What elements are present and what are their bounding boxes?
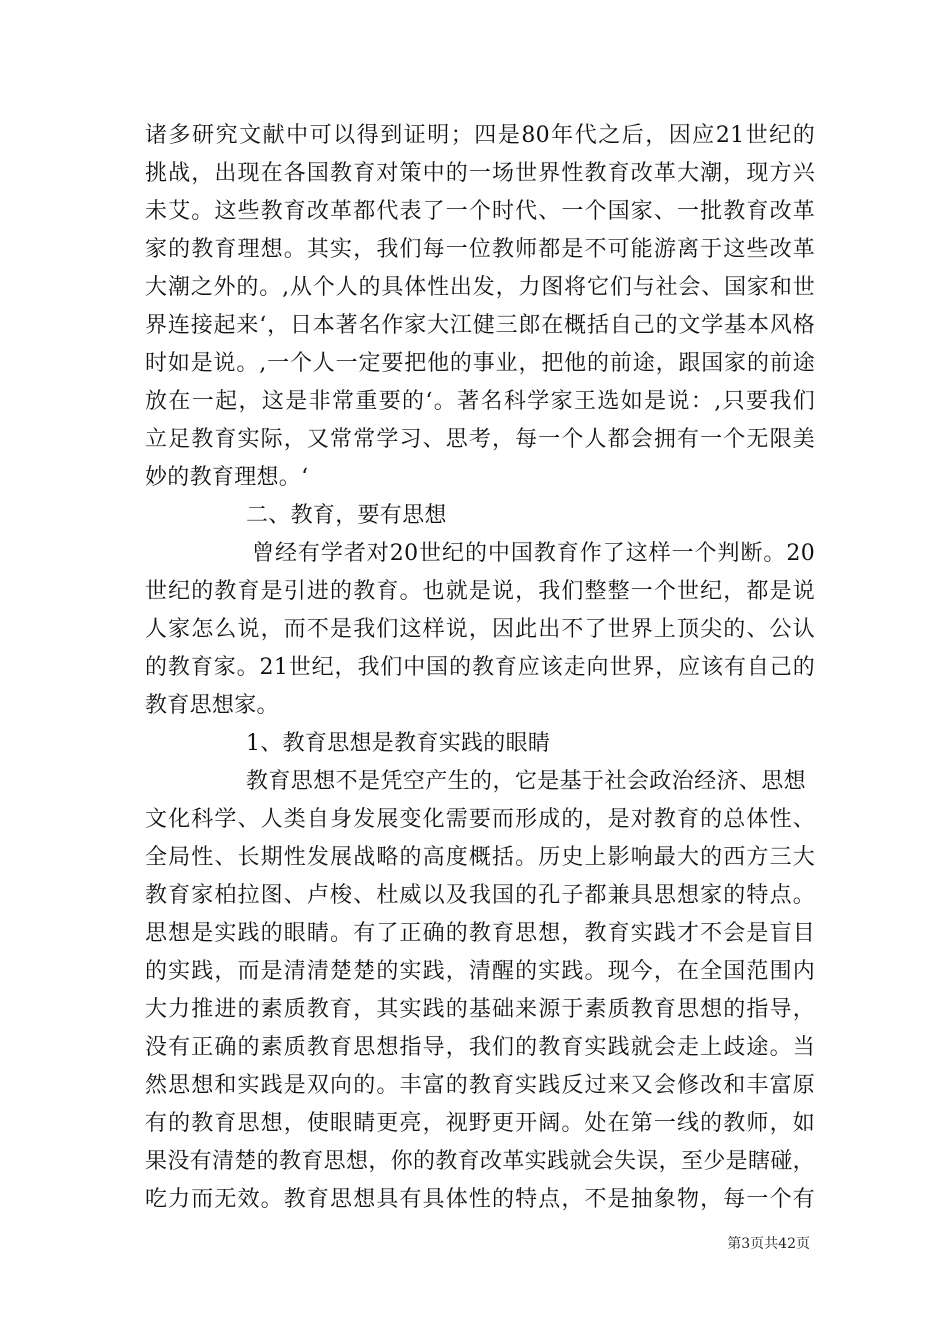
- paragraph-line: 文化科学、人类自身发展变化需要而形成的，是对教育的总体性、: [145, 807, 815, 832]
- paragraph-line: 家的教育理想。其实，我们每一位教师都是不可能游离于这些改革: [145, 237, 815, 262]
- paragraph-line: 曾经有学者对20世纪的中国教育作了这样一个判断。20: [252, 541, 815, 566]
- subsection-heading: 1、教育思想是教育实践的眼睛: [246, 731, 551, 756]
- paragraph-line: 果没有清楚的教育思想，你的教育改革实践就会失误，至少是瞎碰，: [145, 1149, 815, 1174]
- paragraph-line: 思想是实践的眼睛。有了正确的教育思想，教育实践才不会是盲目: [145, 921, 815, 946]
- paragraph-line: 诸多研究文献中可以得到证明；四是80年代之后，因应21世纪的: [145, 123, 815, 148]
- paragraph-line: 挑战，出现在各国教育对策中的一场世界性教育改革大潮，现方兴: [145, 161, 815, 186]
- paragraph-line: 大力推进的素质教育，其实践的基础来源于素质教育思想的指导，: [145, 997, 815, 1022]
- paragraph-line: 世纪的教育是引进的教育。也就是说，我们整整一个世纪，都是说: [145, 579, 815, 604]
- paragraph-line: 没有正确的素质教育思想指导，我们的教育实践就会走上歧途。当: [145, 1035, 815, 1060]
- paragraph-line: 大潮之外的。,从个人的具体性出发，力图将它们与社会、国家和世: [145, 275, 815, 300]
- paragraph-line: 全局性、长期性发展战略的高度概括。历史上影响最大的西方三大: [145, 845, 815, 870]
- section-heading: 二、教育，要有思想: [246, 503, 447, 528]
- paragraph-line: 教育思想家。: [145, 693, 279, 718]
- paragraph-line: 然思想和实践是双向的。丰富的教育实践反过来又会修改和丰富原: [145, 1073, 815, 1098]
- paragraph-line: 界连接起来‘，日本著名作家大江健三郎在概括自己的文学基本风格: [145, 313, 815, 338]
- paragraph-line: 时如是说。,一个人一定要把他的事业，把他的前途，跟国家的前途: [145, 351, 815, 376]
- paragraph-line: 有的教育思想，使眼睛更亮，视野更开阔。处在第一线的教师，如: [145, 1111, 815, 1136]
- paragraph-line: 立足教育实际，又常常学习、思考，每一个人都会拥有一个无限美: [145, 427, 815, 452]
- paragraph-line: 的教育家。21世纪，我们中国的教育应该走向世界，应该有自己的: [145, 655, 815, 680]
- paragraph-line: 教育家柏拉图、卢梭、杜威以及我国的孔子都兼具思想家的特点。: [145, 883, 815, 908]
- paragraph-line: 放在一起，这是非常重要的‘。著名科学家王选如是说：,只要我们: [145, 389, 815, 414]
- page-number-footer: 第3页共42页: [727, 1236, 810, 1252]
- paragraph-line: 的实践，而是清清楚楚的实践，清醒的实践。现今，在全国范围内: [145, 959, 815, 984]
- paragraph-line: 教育思想不是凭空产生的，它是基于社会政治经济、思想: [246, 769, 806, 794]
- paragraph-line: 妙的教育理想。‘: [145, 465, 309, 490]
- paragraph-line: 人家怎么说，而不是我们这样说，因此出不了世界上顶尖的、公认: [145, 617, 815, 642]
- paragraph-line: 未艾。这些教育改革都代表了一个时代、一个国家、一批教育改革: [145, 199, 815, 224]
- paragraph-line: 吃力而无效。教育思想具有具体性的特点，不是抽象物，每一个有: [145, 1187, 815, 1212]
